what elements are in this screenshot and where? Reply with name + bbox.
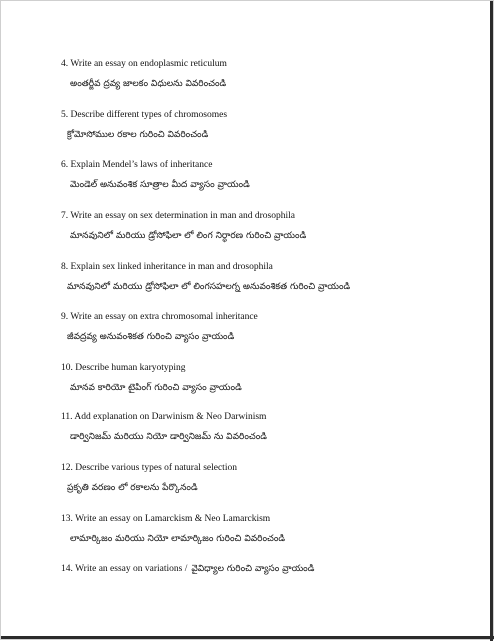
question-telugu: మానవునిలో మరియు డ్రోసోఫిలా లో లింగ నిర్ధారణ గురించి వ్రాయండి bbox=[70, 231, 307, 241]
question-telugu: ప్రకృతి వరణం లో రకాలను పేర్కొనండి bbox=[67, 483, 198, 493]
question-english: 8. Explain sex linked inheritance in man and drosophila bbox=[61, 262, 273, 272]
question-english: 12. Describe various types of natural selection bbox=[61, 463, 237, 473]
question-telugu: జీవద్రవ్య అనువంశికత గురించి వ్యాసం వ్రాయండి bbox=[67, 332, 235, 342]
question-telugu: అంతర్జీవ ద్రవ్య జాలకం విధులను వివరించండి bbox=[70, 79, 227, 89]
question-english: 9. Write an essay on extra chromosomal inheritance bbox=[61, 312, 258, 322]
question-telugu: లామార్కిజం మరియు నియో లామార్కిజం గురించి వివరించండి bbox=[70, 534, 286, 544]
question-english: 14. Write an essay on variations / bbox=[61, 564, 188, 574]
question-english: 6. Explain Mendel’s laws of inheritance bbox=[61, 160, 213, 170]
question-telugu: డార్వినిజమ్ మరియు నియో డార్వినిజమ్ ను వివరించండి bbox=[70, 432, 267, 442]
question-english: 5. Describe different types of chromosomes bbox=[61, 110, 228, 120]
question-english: 13. Write an essay on Lamarckism & Neo Lamarckism bbox=[61, 514, 271, 524]
question-telugu: క్రోమోసోముల రకాల గురించి వివరించండి bbox=[67, 130, 209, 140]
question-line bbox=[61, 563, 314, 575]
question-telugu: మెండెల్ అనువంశిక సూత్రాల మీద వ్యాసం వ్రాయండి bbox=[70, 180, 250, 190]
question-list bbox=[1, 1, 494, 641]
question-telugu: మానవ కారియో టైపింగ్ గురించి వ్యాసం వ్రాయండి bbox=[70, 383, 242, 393]
question-telugu: మానవునిలో మరియు డ్రోసోఫిలా లో లింగసహలగ్న అనువంశికత గురించి వ్రాయండి bbox=[67, 282, 351, 292]
question-english: 4. Write an essay on endoplasmic reticulum bbox=[61, 59, 227, 69]
question-telugu: వైవిధ్యాల గురించి వ్యాసం వ్రాయండి bbox=[191, 564, 315, 574]
question-english: 10. Describe human karyotyping bbox=[61, 363, 186, 373]
question-english: 11. Add explanation on Darwinism & Neo Darwinism bbox=[61, 412, 267, 422]
question-english: 7. Write an essay on sex determination in man and drosophila bbox=[61, 211, 295, 221]
